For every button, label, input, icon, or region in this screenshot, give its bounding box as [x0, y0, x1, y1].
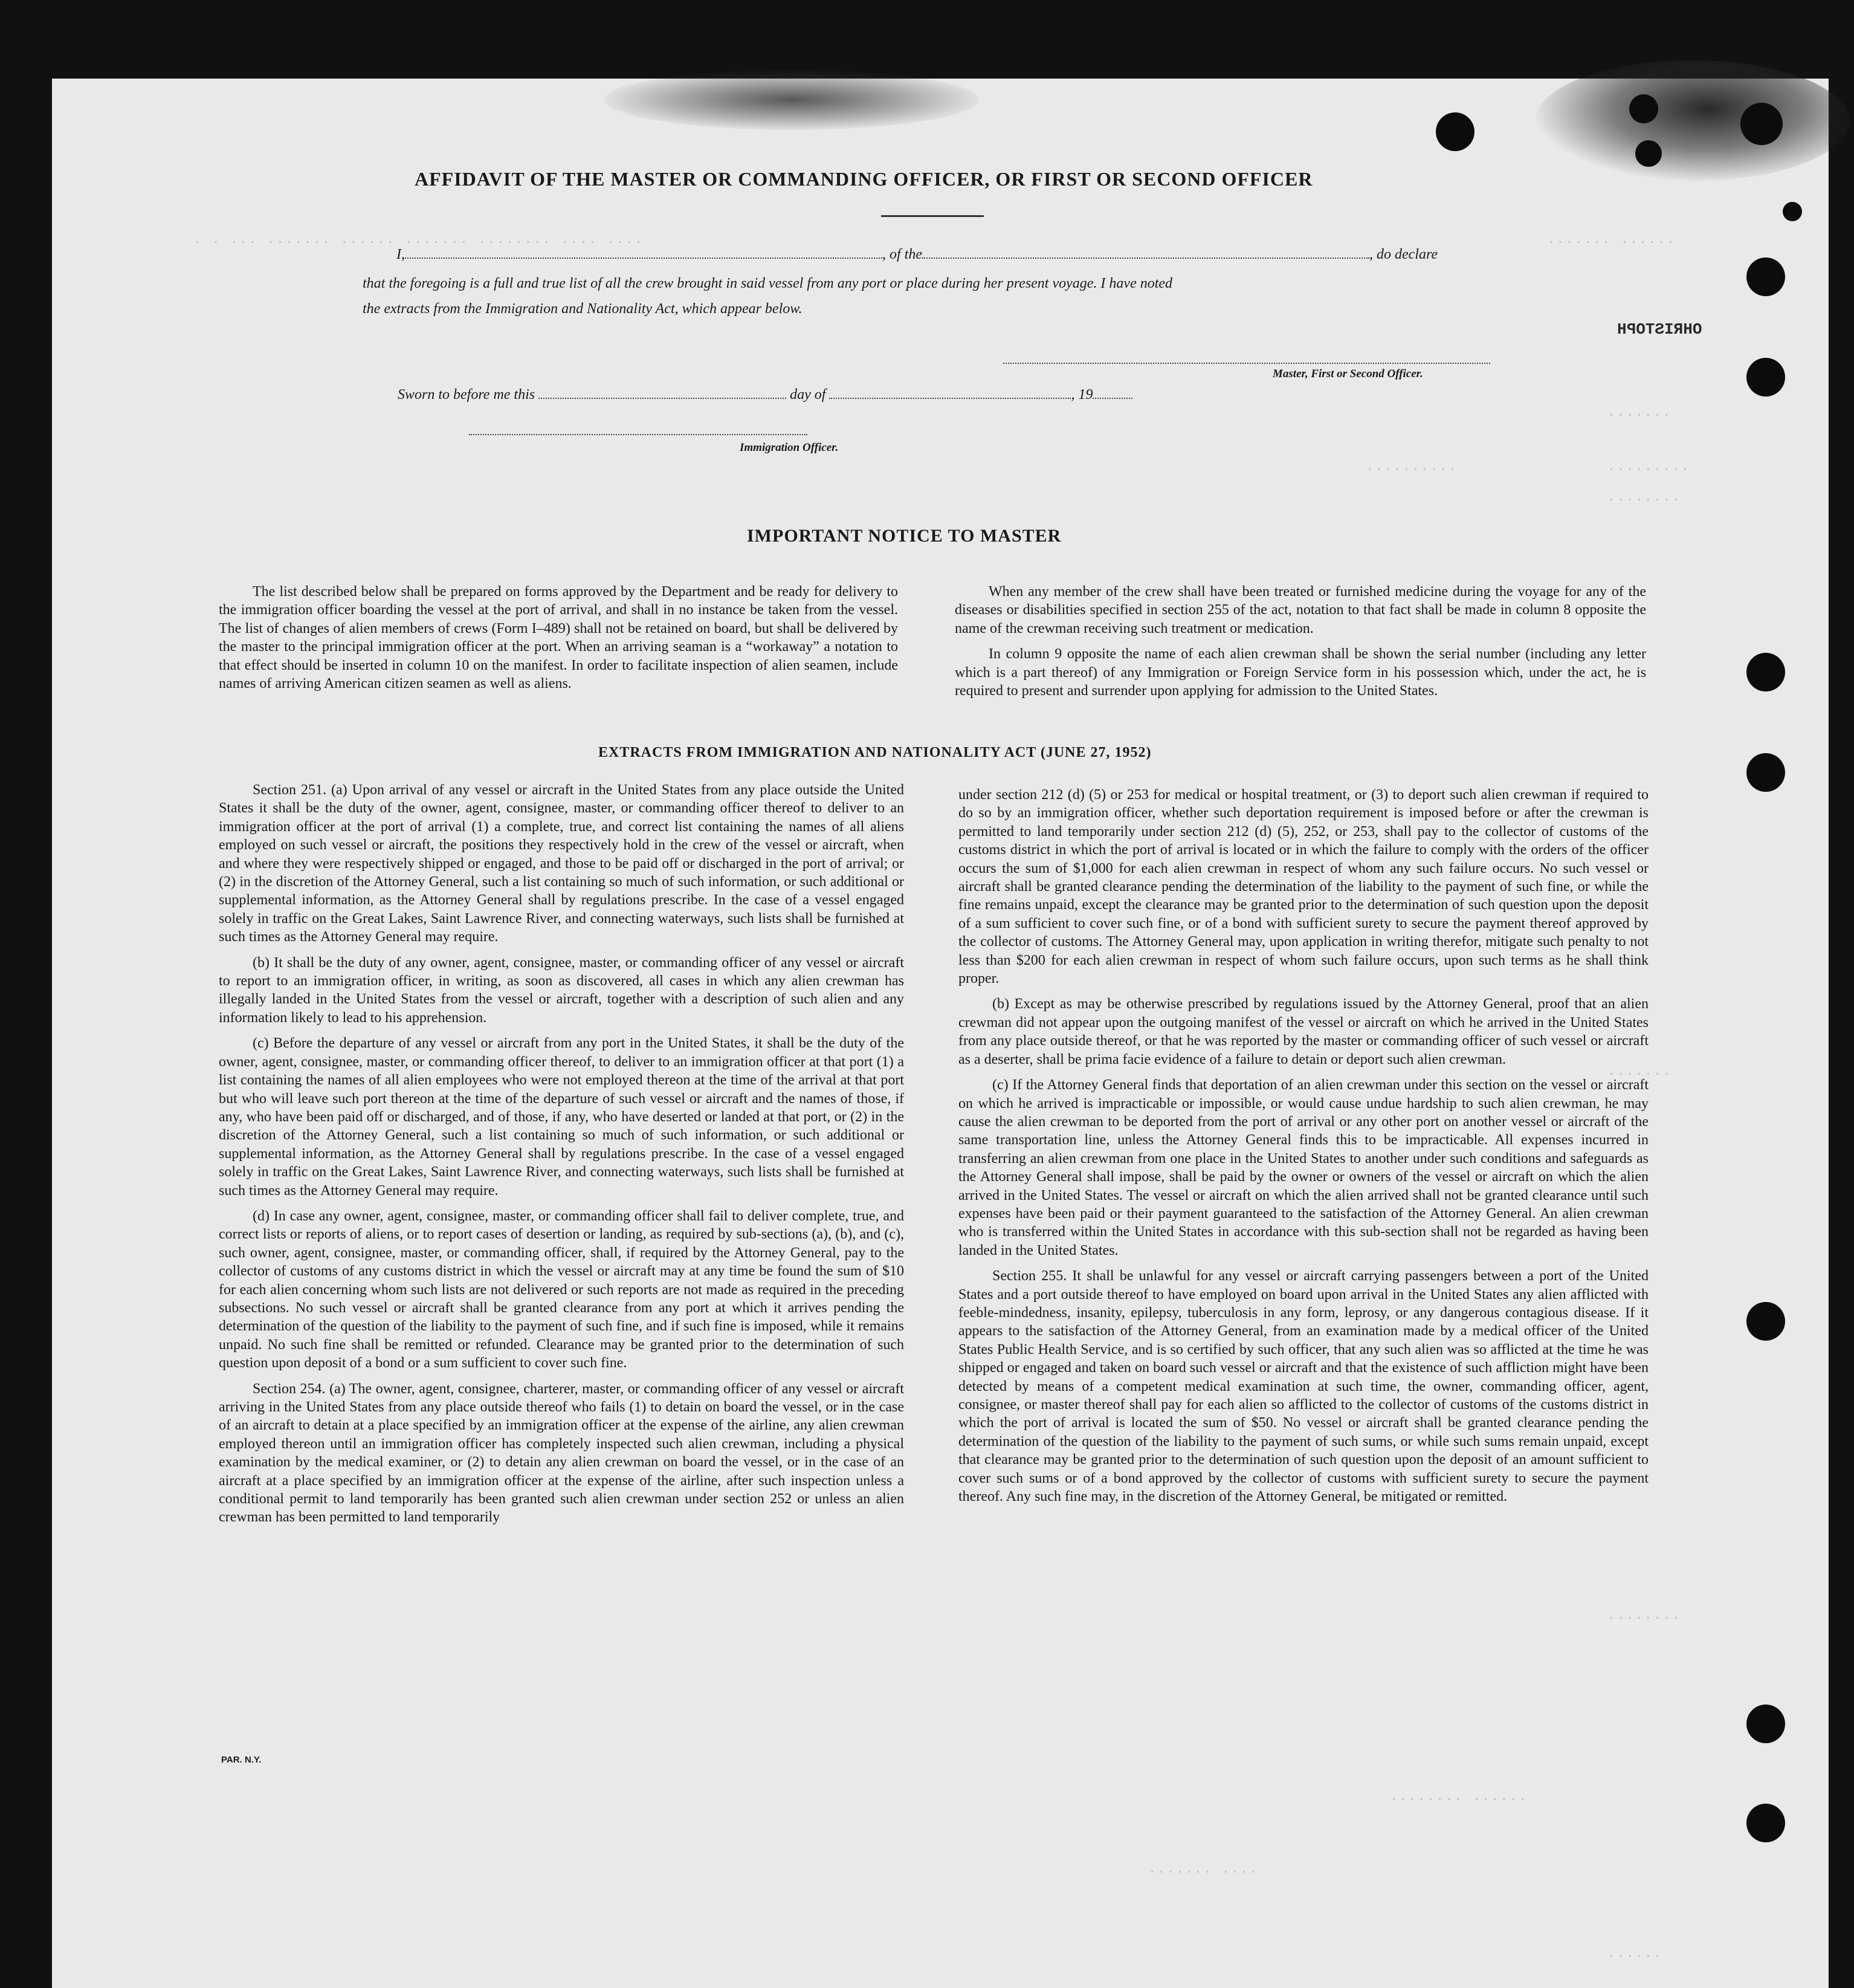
section-254-a-continued: under section 212 (d) (5) or 253 for medical or hospital treatment, or (3) to deport such alien crewman if required to do so by an immigration officer, whether such deportation requirement is imposed before or after the crewman is permitted to land temporarily under section 212 (d) (5), 252, or 253, shall pay to the collector of customs of the customs district in which the port of arrival is located or in which the failure to comply with the orders of the officer occurs the sum of $1,000 for each alien crewman in respect of whom any such failure occurs. No such vessel or aircraft shall be granted clearance pending the determination of the liability to the payment of such fine, or while the fine remains unpaid, except the clearance may be granted prior to the determination of such question upon the deposit of a sum sufficient to cover such fine, or of a bond with sufficient surety to secure the payment thereof approved by the collector of customs. The Attorney General may, upon application in writing therefor, mitigate such penalty to not less than $200 for each alien crewman in respect of whom such failure occurs, upon such terms as he shall think proper. [958, 787, 1649, 987]
extracts-left-column [219, 781, 904, 1534]
punch-hole [1635, 140, 1662, 167]
extracts-right-column [958, 786, 1649, 1513]
notice-title: IMPORTANT NOTICE TO MASTER [747, 526, 1062, 546]
punch-hole [1746, 1705, 1785, 1743]
printer-mark: PAR. N.Y. [221, 1755, 262, 1765]
section-251-c: (c) Before the departure of any vessel or aircraft from any port in the United States, it shall be the duty of the owner, agent, consignee, master, or commanding officer thereof, to deliver to an immigration officer at that port (1) a list containing the names of all alien employees who were not employed thereon at the time of the arrival at that port but who will leave such port thereon at the time of the departure of such vessel or aircraft and the names of those, if any, who have been paid off or discharged, and of those, if any, who have deserted or landed at that port, or (2) in the discretion of the Attorney General, such a list containing so much of such information, or such additional or supplemental information, as the Attorney General shall by regulations prescribe. In the case of a vessel engaged solely in traffic on the Great Lakes, Saint Lawrence River, and connecting waterways, such lists shall be furnished at such times as the Attorney General may require. [219, 1035, 904, 1199]
section-254-a: Section 254. (a) The owner, agent, consignee, charterer, master, or commanding officer of any vessel or aircraft arriving in the United States from any place outside thereof who fails (1) to detain on board the vessel, or in the case of an aircraft to detain at a place specified by an immigration officer at the expense of the airline, any alien crewman employed thereon until an immigration officer has completely inspected such alien crewman, including a physical examination by the medical examiner, or (2) to detain any alien crewman on board the vessel, or in the case of an aircraft at a place specified by an immigration officer at the expense of the airline, after such inspection unless a conditional permit to land temporarily has been granted such alien crewman under section 252 or unless an alien crewman has been permitted to land temporarily [219, 1381, 904, 1526]
punch-hole [1746, 358, 1785, 397]
section-251-a: Section 251. (a) Upon arrival of any vessel or aircraft in the United States from any place outside the United States it shall be the duty of the owner, agent, consignee, master, or commanding officer thereof to deliver to an immigration officer at the port of arrival (1) a complete, true, and correct list containing the names of all aliens employed on such vessel or aircraft, the positions they respectively hold in the crew of the vessel or aircraft, when and where they were respectively shipped or engaged, and those to be paid off or discharged in the port of arrival; or (2) in the discretion of the Attorney General, such a list containing so much of such information, or such additional or supplemental information, as the Attorney General shall by regulations prescribe. In the case of a vessel engaged solely in traffic on the Great Lakes, Saint Lawrence River, and connecting waterways, such lists shall be furnished at such times as the Attorney General may require. [219, 782, 904, 945]
notice-right-paragraph: When any member of the crew shall have been treated or furnished medicine during the voyage for any of the diseases or disabilities specified in section 255 of the act, notation to that fact shall be made in column 8 opposite the name of the crewman receiving such treatment or medication. [955, 584, 1646, 636]
section-255: Section 255. It shall be unlawful for any vessel or aircraft carrying passengers between a port of the United States and a port outside thereof to have employed on board upon arrival in the United States any alien afflicted with feeble-mindedness, insanity, epilepsy, tuberculosis in any form, leprosy, or any dangerous contagious disease. If it appears to the satisfaction of the Attorney General, from an examination made by a medical officer of the United States Public Health Service, and is so certified by such officer, that any such alien was so afflicted at the time he was shipped or engaged and taken on board such vessel or aircraft and that the existence of such affliction might have been detected by means of a competent medical examination at such time, the owner, commanding officer, agent, consignee, or master thereof shall pay for each alien so afflicted to the collector of customs of the customs district in which the port of arrival is located the sum of $50. No vessel or aircraft shall be granted clearance pending the determination of the question of the liability to the payment of such sums, or while such sums remain unpaid, except that clearance may be granted prior to the determination of such question upon the deposit of an amount sufficient to cover such sums or of a bond approved by the collector of customs with sufficient surety to secure the payment thereof. Any such fine may, in the discretion of the Attorney General, be mitigated or remitted. [958, 1268, 1649, 1505]
punch-hole [1436, 112, 1474, 151]
declaration-do-declare: , do declare [1369, 247, 1438, 262]
sworn-day-field[interactable] [538, 398, 786, 399]
punch-hole [1740, 103, 1783, 145]
bleed-through-text: . . ... ....... ...... ....... ........ .... .... [193, 232, 644, 247]
bleed-through-text: ....... [1607, 405, 1672, 420]
punch-hole [1746, 1804, 1785, 1842]
section-251-b: (b) It shall be the duty of any owner, agent, consignee, master, or commanding officer of any vessel or aircraft to report to an immigration officer, in writing, as soon as discovered, all cases in which any alien crewman has illegally landed in the United States from the vessel or aircraft, together with a description of such alien and any information likely to lead to his apprehension. [219, 954, 904, 1026]
declaration-i: I, [396, 247, 405, 262]
vessel-field[interactable] [922, 257, 1369, 259]
sworn-day-of: day of [790, 387, 826, 403]
notice-right-column [955, 583, 1646, 707]
bleed-through-text: ........ [1607, 1608, 1681, 1623]
notice-left-paragraph: The list described below shall be prepared on forms approved by the Department and be ready for delivery to the immigration officer boarding the vessel at the port of arrival, and shall in no instance be taken from the vessel. The list of changes of alien members of crews (Form I–489) shall not be retained on board, but shall be delivered by the master to the principal immigration officer at the port. When an arriving seaman is a “workaway” a notation to that effect should be inserted in column 10 on the manifest. In order to facilitate inspection of alien seamen, include names of arriving American citizen seamen as well as aliens. [219, 584, 898, 692]
master-caption: Master, First or Second Officer. [1273, 367, 1423, 380]
bleed-through-text: ....... [1607, 1064, 1672, 1079]
declaration-of-the: , of the [882, 247, 922, 262]
section-254-c: (c) If the Attorney General finds that deportation of an alien crewman under this section on the vessel or aircraft on which he arrived is impracticable or impossible, or would cause undue hardship to such alien crewman, he may cause the alien crewman to be deported from the port of arrival or any other port on another vessel or aircraft of the same transportation line, unless the Attorney General finds this to be impracticable. All expenses incurred in transferring an alien crewman from one place in the United States to another under such conditions and safeguards as the Attorney General shall impose, shall be paid by the owner or owners of the vessel or aircraft on which the alien arrived in the United States. The vessel or aircraft on which the alien arrived shall not be granted clearance until such expenses have been paid or their payment guaranteed to the satisfaction of the Attorney General. An alien crewman who is transferred within the United States in accordance with this sub-section shall not be regarded as having been landed in the United States. [958, 1077, 1649, 1258]
punch-hole [1746, 257, 1785, 296]
name-field[interactable] [405, 257, 882, 259]
bleed-through-text: ......... [1607, 459, 1690, 474]
declaration-line-1 [396, 247, 1496, 263]
bleed-through-text: ....... .... [1148, 1862, 1259, 1877]
sworn-month-field[interactable] [829, 398, 1071, 399]
notice-left-column [219, 583, 898, 700]
section-251-d: (d) In case any owner, agent, consignee, master, or commanding officer shall fail to deliver complete, true, and correct lists or reports of aliens, or to report cases of desertion or landing, as required by sub-sections (a), (b), and (c), such owner, agent, consignee, master, or commanding officer, shall, if required by the Attorney General, pay to the collector of customs of any customs district in which the vessel or aircraft may at any time be found the sum of $10 for each alien concerning whom such lists are not delivered or such reports are not made as required in the preceding subsections. No such vessel or aircraft shall be granted clearance from any port at which it arrives pending the determination of the question of the liability to the payment of such fine, and if such fine is imposed, while it remains unpaid. No such fine shall be remitted or refunded. Clearance may be granted prior to the determination of such question upon deposit of a bond or a sum sufficient to cover such fine. [219, 1208, 904, 1371]
affidavit-title: AFFIDAVIT OF THE MASTER OR COMMANDING OFFICER, OR FIRST OR SECOND OFFICER [415, 168, 1313, 190]
bleed-through-text: .......... [1366, 459, 1458, 474]
immigration-officer-signature-line[interactable] [469, 434, 807, 435]
master-signature-line[interactable] [1003, 363, 1490, 364]
sworn-year: , 19 [1071, 387, 1093, 403]
immigration-officer-caption: Immigration Officer. [740, 441, 839, 454]
bleed-through-word: OHRISTOPH [1617, 320, 1702, 338]
title-underline [881, 215, 984, 217]
declaration-line-2: that the foregoing is a full and true list of all the crew brought in said vessel from any port or place during her present voyage. I have noted [363, 276, 1173, 291]
punch-hole [1746, 1302, 1785, 1341]
punch-hole [1783, 202, 1802, 221]
bleed-through-text: ....... ...... [1547, 232, 1676, 247]
punch-hole [1746, 753, 1785, 792]
bleed-through-text: ...... [1607, 1946, 1663, 1961]
sworn-year-field[interactable] [1093, 398, 1132, 399]
extracts-title: EXTRACTS FROM IMMIGRATION AND NATIONALITY ACT (JUNE 27, 1952) [598, 745, 1152, 760]
declaration-line-3: the extracts from the Immigration and Nationality Act, which appear below. [363, 301, 803, 317]
punch-hole [1746, 653, 1785, 691]
punch-hole [1629, 94, 1658, 123]
bleed-through-text: ........ [1607, 490, 1681, 505]
bleed-through-text: ........ ...... [1390, 1789, 1528, 1804]
sworn-line [398, 387, 1132, 403]
sworn-prefix: Sworn to before me this [398, 387, 535, 403]
notice-right-paragraph: In column 9 opposite the name of each alien crewman shall be shown the serial number (including any letter which is a part thereof) of any Immigration or Foreign Service form in his possession which, under the act, he is required to present and surrender upon applying for admission to the United States. [955, 646, 1646, 699]
section-254-b: (b) Except as may be otherwise prescribed by regulations issued by the Attorney General, proof that an alien crewman did not appear upon the outgoing manifest of the vessel or aircraft on which he arrived in the United States from any place outside thereof, or that he was reported by the master or commanding officer of such vessel or aircraft as a deserter, shall be prima facie evidence of a failure to detain or deport such alien crewman. [958, 996, 1649, 1067]
